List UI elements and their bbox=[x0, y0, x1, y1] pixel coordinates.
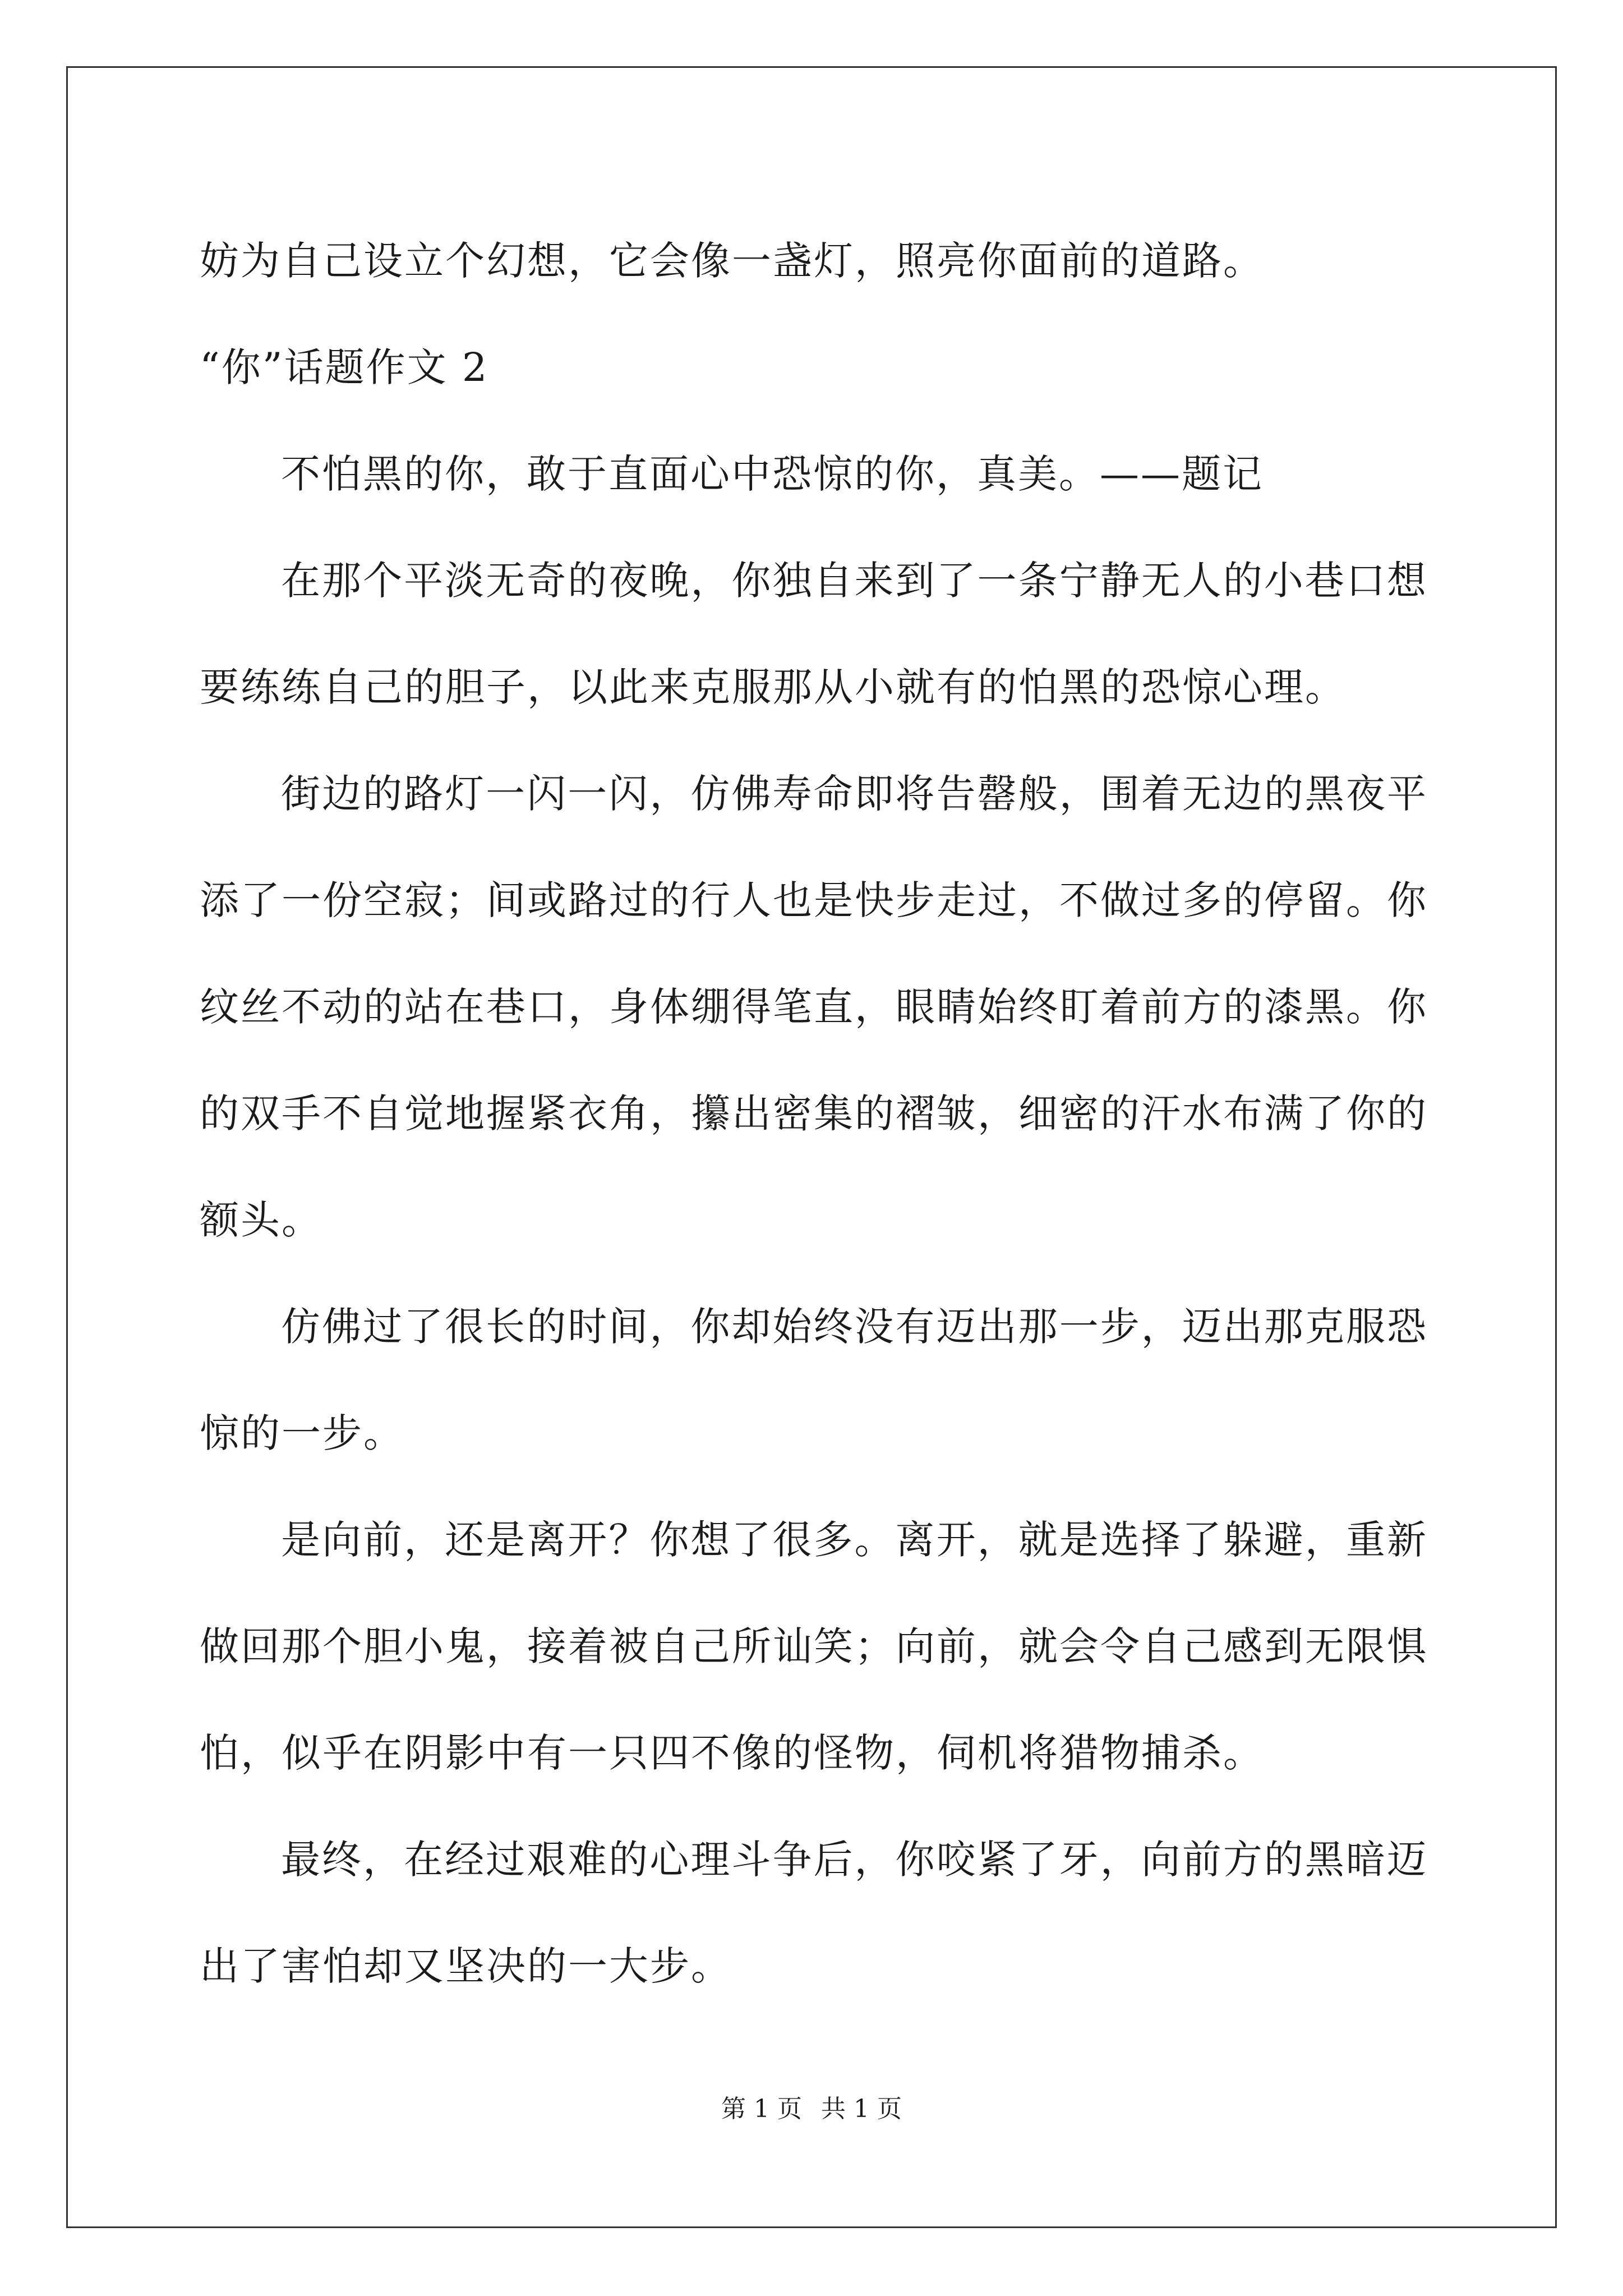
document-body bbox=[200, 208, 1428, 2019]
epigraph-paragraph: 不怕黑的你，敢于直面心中恐惊的你，真美。——题记 bbox=[281, 451, 1264, 497]
page-number: 第 1 页 bbox=[721, 2095, 802, 2123]
essay-title: “你”话题作文 2 bbox=[200, 344, 489, 390]
page-total: 共 1 页 bbox=[821, 2095, 902, 2123]
continuation-line: 妨为自己设立个幻想，它会像一盏灯，照亮你面前的道路。 bbox=[200, 238, 1264, 284]
page-footer bbox=[0, 2092, 1623, 2126]
paragraph-hesitation: 仿佛过了很长的时间，你却始终没有迈出那一步，迈出那克服恐惊的一步。 bbox=[200, 1304, 1428, 1456]
paragraph-choice: 是向前，还是离开？你想了很多。离开，就是选择了躲避，重新做回那个胆小鬼，接着被自己所讪笑；向前，就会令自己感到无限惧怕，似乎在阴影中有一只四不像的怪物，伺机将猎物捕杀。 bbox=[200, 1517, 1428, 1776]
paragraph-alley: 在那个平淡无奇的夜晚，你独自来到了一条宁静无人的小巷口想要练练自己的胆子，以此来克服那从小就有的怕黑的恐惊心理。 bbox=[200, 558, 1428, 710]
paragraph-streetlight: 街边的路灯一闪一闪，仿佛寿命即将告罄般，围着无边的黑夜平添了一份空寂；间或路过的行人也是快步走过，不做过多的停留。你纹丝不动的站在巷口，身体绷得笔直，眼睛始终盯着前方的漆黑。你的双手不自觉地握紧衣角，攥出密集的褶皱，细密的汗水布满了你的额头。 bbox=[200, 771, 1428, 1243]
paragraph-ending: 最终，在经过艰难的心理斗争后，你咬紧了牙，向前方的黑暗迈出了害怕却又坚决的一大步。 bbox=[200, 1837, 1428, 1989]
